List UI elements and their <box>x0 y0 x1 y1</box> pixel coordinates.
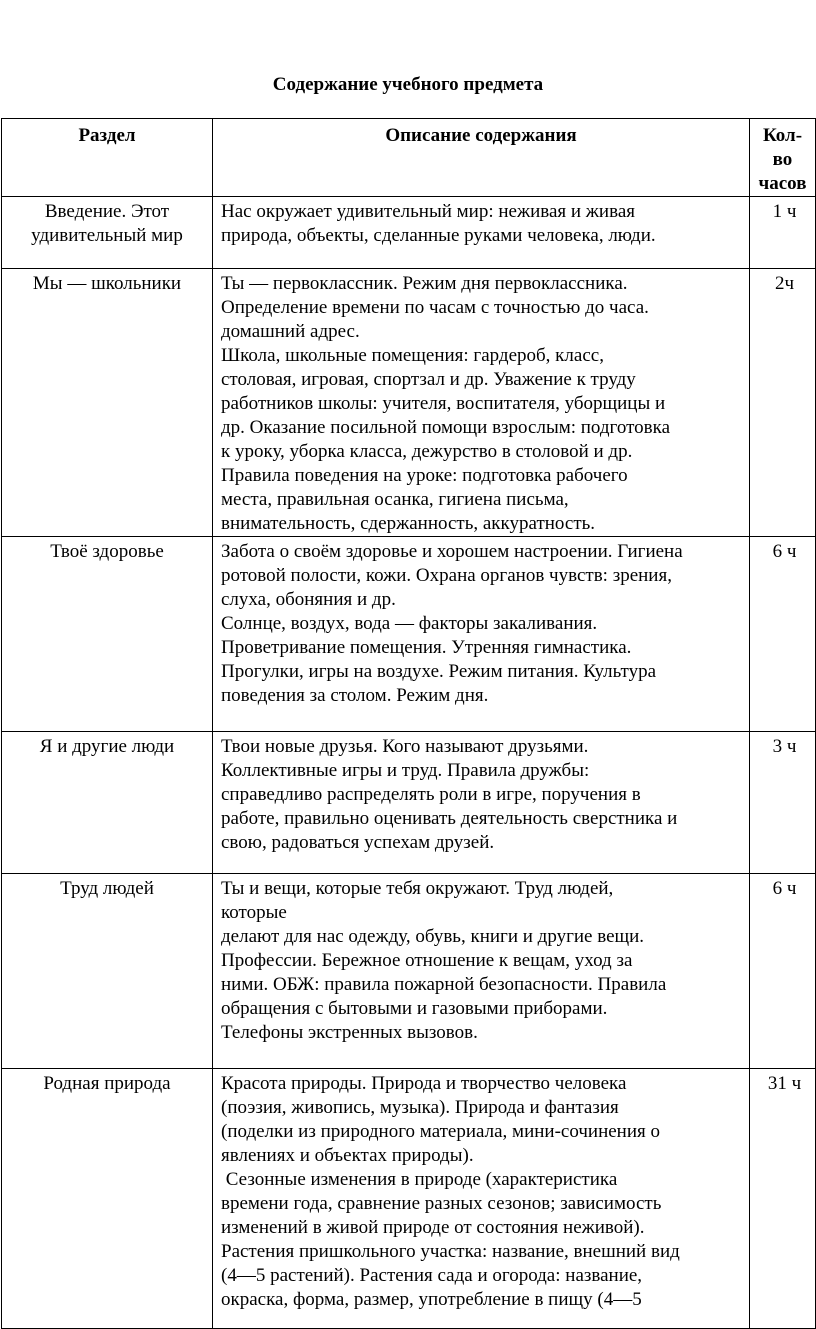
page-title: Содержание учебного предмета <box>272 74 544 95</box>
description-line: обращения с бытовыми и газовыми приборами. <box>221 998 608 1019</box>
description-line: Ты и вещи, которые тебя окружают. Труд людей, <box>221 878 614 899</box>
description-line: Твои новые друзья. Кого называют друзьями. <box>221 736 589 757</box>
hours-value: 6 ч <box>772 541 797 562</box>
description-line: времени года, сравнение разных сезонов; зависимость <box>221 1193 662 1214</box>
description-line: Коллективные игры и труд. Правила дружбы: <box>221 760 590 781</box>
header-hours <box>750 119 816 197</box>
description-line: Ты — первоклассник. Режим дня первоклассника. <box>221 273 628 294</box>
table-header-row <box>2 119 816 197</box>
description-cell <box>213 1069 750 1329</box>
hours-cell <box>750 874 816 1069</box>
header-section-label: Раздел <box>78 125 136 146</box>
table-row <box>2 1069 816 1329</box>
description-line: (поэзия, живопись, музыка). Природа и фантазия <box>221 1097 619 1118</box>
description-line: Телефоны экстренных вызовов. <box>221 1022 478 1043</box>
section-name: удивительный мир <box>31 225 183 246</box>
description-line: окраска, форма, размер, употребление в пищу (4—5 <box>221 1289 642 1310</box>
table-row <box>2 537 816 732</box>
section-cell <box>2 269 213 537</box>
description-cell <box>213 874 750 1069</box>
description-cell <box>213 197 750 269</box>
description-line: делают для нас одежду, обувь, книги и другие вещи. <box>221 926 645 947</box>
hours-cell <box>750 537 816 732</box>
description-line: изменений в живой природе от состояния неживой). <box>221 1217 645 1238</box>
table-row <box>2 874 816 1069</box>
section-cell <box>2 874 213 1069</box>
description-line: природа, объекты, сделанные руками человека, люди. <box>221 225 656 246</box>
description-line: места, правильная осанка, гигиена письма, <box>221 489 569 510</box>
description-line: Солнце, воздух, вода — факторы закаливания. <box>221 613 598 634</box>
description-line: Школа, школьные помещения: гардероб, класс, <box>221 345 604 366</box>
description-line: Сезонные изменения в природе (характеристика <box>221 1169 618 1190</box>
table-row <box>2 732 816 874</box>
description-line: работников школы: учителя, воспитателя, уборщицы и <box>221 393 666 414</box>
hours-cell <box>750 269 816 537</box>
hours-value: 2ч <box>774 273 795 294</box>
description-line: Проветривание помещения. Утренняя гимнастика. <box>221 637 632 658</box>
hours-value: 31 ч <box>767 1073 802 1094</box>
description-line: (4—5 растений). Растения сада и огорода: название, <box>221 1265 643 1286</box>
description-line: Профессии. Бережное отношение к вещам, уход за <box>221 950 633 971</box>
description-line: Нас окружает удивительный мир: неживая и живая <box>221 201 635 222</box>
description-line: Забота о своём здоровье и хорошем настроении. Гигиена <box>221 541 683 562</box>
hours-value: 6 ч <box>772 878 797 899</box>
section-name: Я и другие люди <box>39 736 175 757</box>
table-row <box>2 197 816 269</box>
description-line: справедливо распределять роли в игре, поручения в <box>221 784 641 805</box>
header-hours-label: часов <box>758 173 807 194</box>
header-hours-label: во <box>772 149 793 170</box>
description-cell <box>213 537 750 732</box>
description-line: Определение времени по часам с точностью до часа. <box>221 297 649 318</box>
description-line: ротовой полости, кожи. Охрана органов чувств: зрения, <box>221 565 672 586</box>
description-line: домашний адрес. <box>221 321 360 342</box>
header-hours-label: Кол- <box>762 125 803 146</box>
description-line: свою, радоваться успехам друзей. <box>221 832 495 853</box>
description-cell <box>213 732 750 874</box>
description-line: которые <box>221 902 287 923</box>
hours-cell <box>750 1069 816 1329</box>
section-name: Введение. Этот <box>44 201 170 222</box>
table-row <box>2 269 816 537</box>
description-line: Прогулки, игры на воздухе. Режим питания. Культура <box>221 661 657 682</box>
description-line: др. Оказание посильной помощи взрослым: подготовка <box>221 417 671 438</box>
header-description-label: Описание содержания <box>385 125 577 146</box>
description-line: Растения пришкольного участка: название, внешний вид <box>221 1241 680 1262</box>
header-description <box>213 119 750 197</box>
hours-cell <box>750 197 816 269</box>
description-line: столовая, игровая, спортзал и др. Уважение к труду <box>221 369 636 390</box>
section-cell <box>2 732 213 874</box>
section-name: Мы — школьники <box>32 273 182 294</box>
description-line: слуха, обоняния и др. <box>221 589 396 610</box>
description-line: ними. ОБЖ: правила пожарной безопасности. Правила <box>221 974 667 995</box>
section-name: Твоё здоровье <box>50 541 164 562</box>
description-line: (поделки из природного материала, мини-сочинения о <box>221 1121 660 1142</box>
description-line: работе, правильно оценивать деятельность сверстника и <box>221 808 678 829</box>
section-cell <box>2 197 213 269</box>
section-name: Родная природа <box>43 1073 171 1094</box>
description-line: поведения за столом. Режим дня. <box>221 685 489 706</box>
section-name: Труд людей <box>60 878 154 899</box>
hours-value: 3 ч <box>772 736 797 757</box>
description-line: Красота природы. Природа и творчество человека <box>221 1073 627 1094</box>
description-cell <box>213 269 750 537</box>
description-line: внимательность, сдержанность, аккуратность. <box>221 513 596 534</box>
description-line: явлениях и объектах природы). <box>221 1145 474 1166</box>
hours-value: 1 ч <box>772 201 797 222</box>
hours-cell <box>750 732 816 874</box>
description-line: Правила поведения на уроке: подготовка рабочего <box>221 465 628 486</box>
header-section <box>2 119 213 197</box>
section-cell <box>2 537 213 732</box>
content-table <box>1 118 816 1329</box>
description-line: к уроку, уборка класса, дежурство в столовой и др. <box>221 441 633 462</box>
section-cell <box>2 1069 213 1329</box>
